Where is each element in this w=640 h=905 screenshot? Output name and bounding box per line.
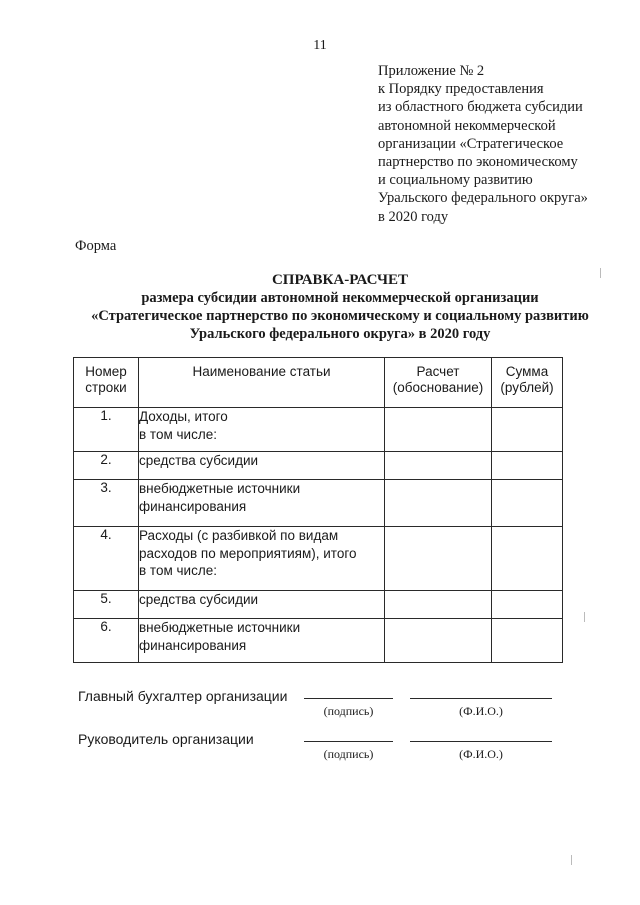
row-number: 4.: [74, 527, 139, 591]
annex-line: Уральского федерального округа»: [378, 190, 588, 207]
header-text: Расчет: [416, 364, 460, 379]
scan-artifact: [584, 612, 585, 622]
table-row: [74, 527, 563, 591]
annex-line: к Порядку предоставления: [378, 81, 544, 98]
document-subtitle-line: Уральского федерального округа» в 2020 году: [189, 326, 491, 342]
row-calculation-cell[interactable]: [385, 408, 492, 452]
chief-accountant-label: Главный бухгалтер организации: [78, 688, 288, 704]
signature-caption: (подпись): [323, 704, 374, 718]
row-text: внебюджетные источники: [139, 481, 301, 496]
row-sum-cell[interactable]: [492, 408, 563, 452]
row-text: в том числе:: [139, 563, 217, 578]
annex-reference: [378, 62, 628, 226]
row-sum-cell[interactable]: [492, 452, 563, 480]
row-text: средства субсидии: [139, 592, 259, 607]
chief-accountant-name-line[interactable]: [410, 698, 552, 699]
table-header-row: [74, 358, 563, 408]
header-item-name: [139, 358, 385, 408]
table-row: [74, 480, 563, 527]
annex-line: организации «Стратегическое: [378, 135, 564, 152]
row-text: финансирования: [139, 498, 247, 514]
row-item-name: [139, 408, 385, 452]
row-number: 5.: [74, 591, 139, 619]
row-number: 3.: [74, 480, 139, 527]
header-text: Наименование статьи: [192, 364, 331, 379]
header-text: Номер: [85, 364, 127, 379]
table-row: [74, 619, 563, 663]
row-item-name: [139, 619, 385, 663]
annex-line: в 2020 году: [378, 208, 449, 225]
scan-artifact: [600, 268, 601, 278]
name-caption: (Ф.И.О.): [459, 747, 503, 761]
row-calculation-cell[interactable]: [385, 480, 492, 527]
row-number: 1.: [74, 408, 139, 452]
signature-caption: (подпись): [323, 747, 374, 761]
annex-line: из областного бюджета субсидии: [378, 99, 583, 116]
director-label: Руководитель организации: [78, 731, 254, 747]
director-name-line[interactable]: [410, 741, 552, 742]
header-text: (обоснование): [392, 380, 484, 395]
row-sum-cell[interactable]: [492, 619, 563, 663]
row-sum-cell[interactable]: [492, 591, 563, 619]
row-text: Расходы (с разбивкой по видам: [139, 528, 339, 543]
row-number: 6.: [74, 619, 139, 663]
header-text: Сумма: [505, 364, 549, 379]
row-item-name: [139, 527, 385, 591]
document-subtitle-line: «Стратегическое партнерство по экономическому и социальному развитию: [91, 308, 589, 324]
annex-line: автономной некоммерческой: [378, 117, 556, 134]
header-row-number: [74, 358, 139, 408]
row-sum-cell[interactable]: [492, 527, 563, 591]
calculation-table: [73, 357, 563, 663]
row-item-name: [139, 591, 385, 619]
row-calculation-cell[interactable]: [385, 591, 492, 619]
scan-artifact: [571, 855, 572, 865]
table-row: [74, 591, 563, 619]
row-calculation-cell[interactable]: [385, 527, 492, 591]
name-caption: (Ф.И.О.): [459, 704, 503, 718]
director-signature-line[interactable]: [304, 741, 393, 742]
document-subtitle-line: размера субсидии автономной некоммерческой организации: [141, 290, 539, 306]
table-row: [74, 408, 563, 452]
row-text: внебюджетные источники: [139, 620, 301, 635]
row-text: средства субсидии: [139, 453, 259, 468]
row-text: Доходы, итого: [139, 409, 228, 424]
row-calculation-cell[interactable]: [385, 452, 492, 480]
annex-line: и социальному развитию: [378, 172, 533, 189]
row-item-name: [139, 452, 385, 480]
header-calculation: [385, 358, 492, 408]
annex-line: Приложение № 2: [378, 63, 485, 79]
header-sum: [492, 358, 563, 408]
page-number: 11: [313, 38, 327, 53]
row-text: расходов по мероприятиям), итого: [139, 545, 357, 561]
row-text: финансирования: [139, 637, 247, 653]
annex-line: партнерство по экономическому: [378, 154, 578, 171]
header-text: строки: [85, 380, 127, 395]
row-calculation-cell[interactable]: [385, 619, 492, 663]
table-row: [74, 452, 563, 480]
header-text: (рублей): [500, 380, 554, 395]
row-number: 2.: [74, 452, 139, 480]
chief-accountant-signature-line[interactable]: [304, 698, 393, 699]
row-sum-cell[interactable]: [492, 480, 563, 527]
form-label: Форма: [75, 238, 117, 254]
row-text: в том числе:: [139, 426, 217, 442]
row-item-name: [139, 480, 385, 527]
document-title: СПРАВКА-РАСЧЕТ: [271, 272, 409, 288]
